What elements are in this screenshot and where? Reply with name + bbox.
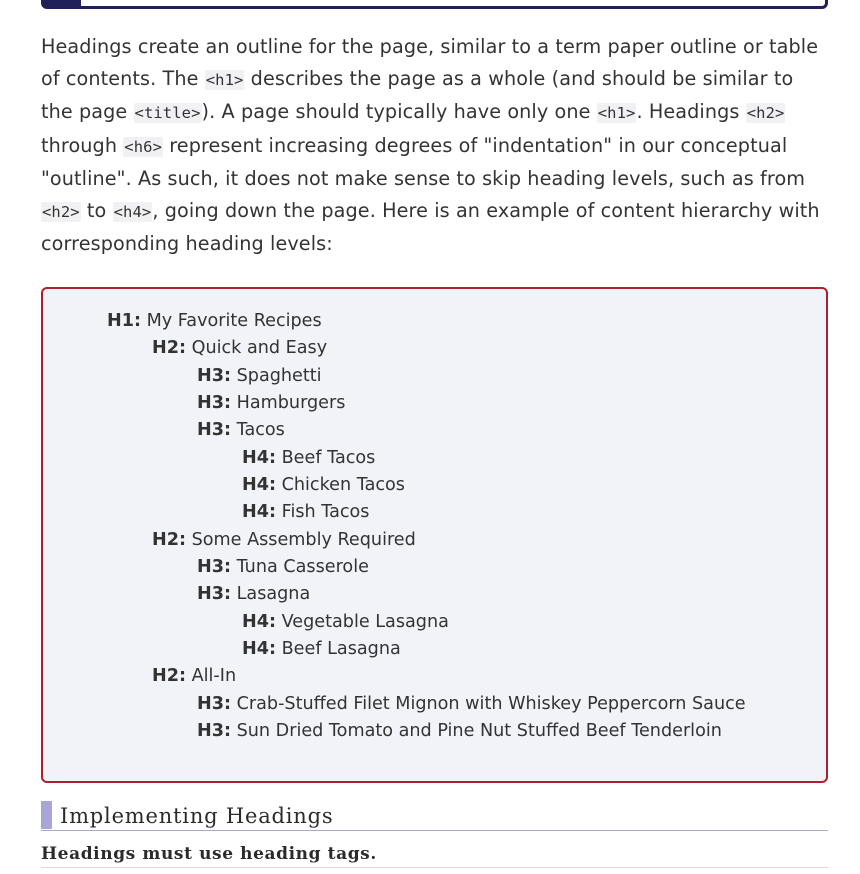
subsection-heading bbox=[41, 840, 828, 868]
outline-text: Beef Lasagna bbox=[281, 639, 401, 659]
outline-level: H3: bbox=[197, 694, 232, 714]
outline-item bbox=[242, 447, 375, 469]
outline-text: Some Assembly Required bbox=[191, 530, 416, 550]
outline-level: H3: bbox=[197, 366, 232, 386]
intro-text: . Headings bbox=[636, 100, 746, 123]
previous-section-box bbox=[41, 0, 828, 9]
subsection-title: Headings must use heading tags. bbox=[41, 844, 377, 864]
intro-text: represent increasing degrees of "indentation" in our conceptual "outline". As such, it does not make sense to skip heading levels, such as from bbox=[41, 133, 806, 190]
outline-text: All-In bbox=[191, 666, 237, 686]
outline-level: H2: bbox=[152, 666, 187, 686]
outline-level: H4: bbox=[242, 639, 277, 659]
outline-item bbox=[242, 611, 449, 633]
outline-level: H4: bbox=[242, 612, 277, 632]
outline-text: Beef Tacos bbox=[281, 448, 376, 468]
outline-level: H3: bbox=[197, 420, 232, 440]
outline-text: Spaghetti bbox=[236, 366, 322, 386]
outline-item bbox=[197, 693, 746, 715]
code-h2: <h2> bbox=[42, 202, 80, 221]
outline-text: My Favorite Recipes bbox=[146, 311, 322, 331]
outline-level: H4: bbox=[242, 475, 277, 495]
outline-text: Crab-Stuffed Filet Mignon with Whiskey Peppercorn Sauce bbox=[236, 694, 746, 714]
code-h4: <h4> bbox=[113, 202, 152, 221]
outline-level: H3: bbox=[197, 584, 232, 604]
outline-text: Lasagna bbox=[236, 584, 311, 604]
outline-item bbox=[197, 419, 285, 441]
outline-item bbox=[197, 365, 322, 387]
intro-text: through bbox=[41, 133, 124, 157]
outline-item bbox=[152, 337, 327, 359]
heading-outline-example bbox=[41, 287, 828, 783]
outline-level: H3: bbox=[197, 721, 232, 741]
outline-level: H1: bbox=[107, 311, 142, 331]
section-heading bbox=[41, 800, 828, 831]
section-title: Implementing Headings bbox=[60, 804, 334, 828]
outline-text: Tuna Casserole bbox=[236, 557, 369, 577]
intro-text: , going down the page. Here is an example of content hierarchy with corresponding heading levels: bbox=[41, 198, 820, 255]
code-title: <title> bbox=[134, 104, 201, 122]
outline-level: H3: bbox=[197, 393, 232, 413]
section-accent-bar bbox=[41, 801, 52, 829]
outline-text: Quick and Easy bbox=[191, 338, 328, 358]
previous-section-tab bbox=[44, 0, 81, 6]
intro-text: ). A page should typically have only one bbox=[201, 100, 597, 123]
intro-paragraph bbox=[41, 31, 831, 260]
outline-item bbox=[197, 392, 345, 414]
outline-level: H2: bbox=[152, 338, 187, 358]
outline-text: Sun Dried Tomato and Pine Nut Stuffed Beef Tenderloin bbox=[236, 721, 722, 741]
outline-item bbox=[107, 310, 322, 332]
code-h1: <h1> bbox=[205, 70, 244, 89]
outline-text: Vegetable Lasagna bbox=[281, 612, 449, 632]
outline-item bbox=[152, 665, 236, 687]
code-h6: <h6> bbox=[124, 137, 163, 156]
outline-item bbox=[242, 638, 401, 660]
intro-text: to bbox=[80, 198, 113, 222]
outline-text: Hamburgers bbox=[236, 393, 346, 413]
intro-text: describes the page as a whole (and should be similar to the page bbox=[41, 66, 794, 123]
outline-item bbox=[197, 720, 722, 742]
intro-text: Headings create an outline for the page, similar to a term paper outline or table of contents. The bbox=[41, 35, 819, 90]
code-h2: <h2> bbox=[746, 104, 785, 122]
outline-text: Chicken Tacos bbox=[281, 475, 405, 495]
outline-level: H4: bbox=[242, 448, 277, 468]
outline-item bbox=[152, 529, 416, 551]
outline-level: H2: bbox=[152, 530, 187, 550]
outline-text: Tacos bbox=[236, 420, 285, 440]
outline-level: H3: bbox=[197, 557, 232, 577]
outline-item bbox=[242, 501, 369, 523]
outline-item bbox=[242, 474, 405, 496]
outline-text: Fish Tacos bbox=[281, 502, 370, 522]
outline-level: H4: bbox=[242, 502, 277, 522]
outline-item bbox=[197, 556, 369, 578]
code-h1: <h1> bbox=[597, 104, 636, 122]
outline-item bbox=[197, 583, 310, 605]
